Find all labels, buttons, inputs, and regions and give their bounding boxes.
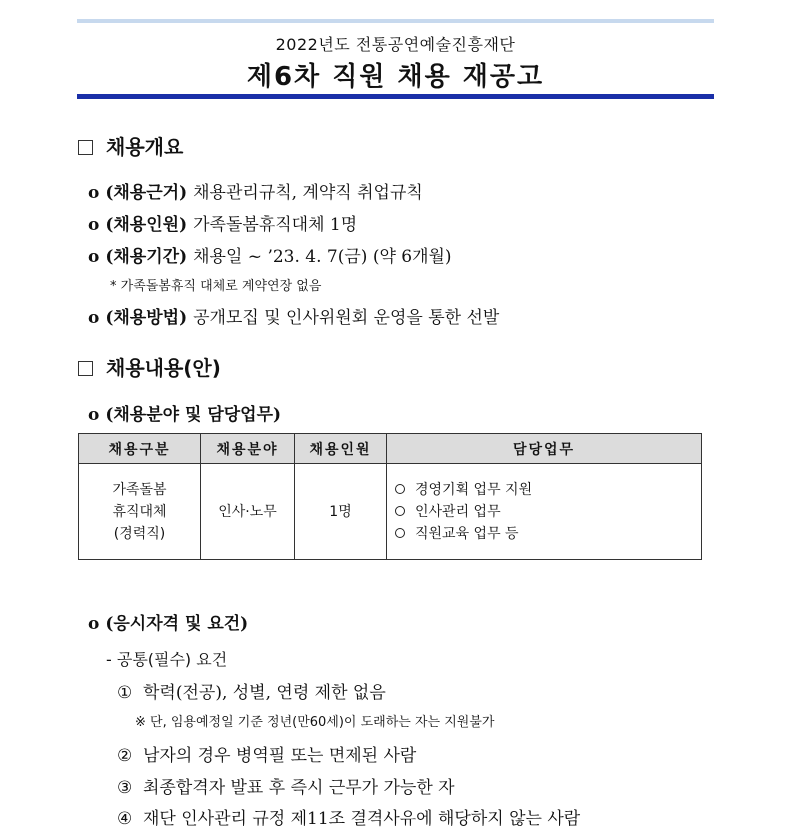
- bullet-marker: o: [88, 247, 100, 267]
- organization-name: 2022년도 전통공연예술진흥재단: [275, 35, 516, 54]
- requirement-item: [117, 678, 386, 703]
- field-and-duties-title: [88, 400, 287, 425]
- checkbox-square-icon: [78, 140, 93, 155]
- column-header: 채용인원: [295, 434, 387, 464]
- section-heading-overview: [78, 131, 183, 160]
- section-heading-content: [78, 352, 221, 381]
- page-title: 제6차 직원 채용 재공고: [246, 62, 545, 92]
- item-key: (채용기간): [105, 247, 188, 267]
- requirement-number: ①: [117, 683, 133, 703]
- checkbox-square-icon: [78, 361, 93, 376]
- requirement-number: ④: [117, 809, 133, 829]
- requirement-text: 남자의 경우 병역필 또는 면제된 사람: [143, 746, 417, 766]
- column-header: 담당업무: [387, 434, 702, 464]
- requirement-item: [117, 804, 580, 829]
- circle-bullet-icon: [395, 506, 405, 516]
- section-heading-text: 채용내용(안): [106, 356, 221, 380]
- duty-item: [395, 501, 701, 523]
- requirement-item: [117, 741, 416, 766]
- requirement-item: [117, 773, 455, 798]
- item-key: (채용근거): [105, 183, 188, 203]
- duties-cell: [387, 464, 702, 560]
- requirement-number: ③: [117, 778, 133, 798]
- period-note: * 가족돌봄휴직 대체로 계약연장 없음: [110, 279, 322, 294]
- qualification-title: [88, 609, 254, 634]
- duty-text: 직원교육 업무 등: [415, 525, 519, 542]
- category-line: 가족돌봄: [112, 481, 167, 498]
- header-bottom-rule: [77, 94, 714, 99]
- section-heading-text: 채용개요: [106, 135, 184, 159]
- table-row: [79, 464, 702, 560]
- count-cell: 1명: [295, 464, 387, 560]
- item-value: 채용일 ~ ’23. 4. 7(금) (약 6개월): [193, 247, 452, 267]
- requirement-number: ②: [117, 746, 133, 766]
- overview-item-basis: [88, 178, 423, 203]
- header-top-rule: [77, 19, 714, 23]
- bullet-marker: o: [88, 215, 100, 235]
- circle-bullet-icon: [395, 528, 405, 538]
- field-cell: 인사·노무: [201, 464, 295, 560]
- circle-bullet-icon: [395, 484, 405, 494]
- duty-item: [395, 523, 701, 545]
- bullet-marker: o: [88, 405, 100, 425]
- bullet-marker: o: [88, 614, 100, 634]
- requirement-text: 재단 인사관리 규정 제11조 결격사유에 해당하지 않는 사람: [143, 809, 581, 829]
- overview-item-headcount: [88, 210, 357, 235]
- category-line: (경력직): [113, 525, 166, 542]
- column-header: 채용구분: [79, 434, 201, 464]
- bullet-marker: o: [88, 308, 100, 328]
- item-key: (채용인원): [105, 215, 188, 235]
- table-header-row: [79, 434, 702, 464]
- duty-item: [395, 479, 701, 501]
- overview-item-method: [88, 303, 499, 328]
- category-line: 휴직대체: [112, 503, 167, 520]
- item-value: 채용관리규칙, 계약직 취업규칙: [193, 183, 423, 203]
- item-key: (응시자격 및 요건): [105, 614, 249, 634]
- item-key: (채용분야 및 담당업무): [105, 405, 282, 425]
- duty-text: 경영기획 업무 지원: [415, 481, 533, 498]
- category-cell: [79, 464, 201, 560]
- requirement-text: 최종합격자 발표 후 즉시 근무가 가능한 자: [143, 778, 455, 798]
- column-header: 채용분야: [201, 434, 295, 464]
- age-limit-note: ※ 단, 임용예정일 기준 정년(만60세)이 도래하는 자는 지원불가: [135, 715, 495, 730]
- item-value: 가족돌봄휴직대체 1명: [193, 215, 358, 235]
- item-key: (채용방법): [105, 308, 188, 328]
- item-value: 공개모집 및 인사위원회 운영을 통한 선발: [193, 308, 500, 328]
- overview-item-period: [88, 242, 452, 267]
- bullet-marker: o: [88, 183, 100, 203]
- duty-text: 인사관리 업무: [415, 503, 501, 520]
- requirement-text: 학력(전공), 성별, 연령 제한 없음: [143, 683, 386, 703]
- common-requirements-label: - 공통(필수) 요건: [106, 650, 228, 669]
- recruitment-table: [78, 433, 702, 560]
